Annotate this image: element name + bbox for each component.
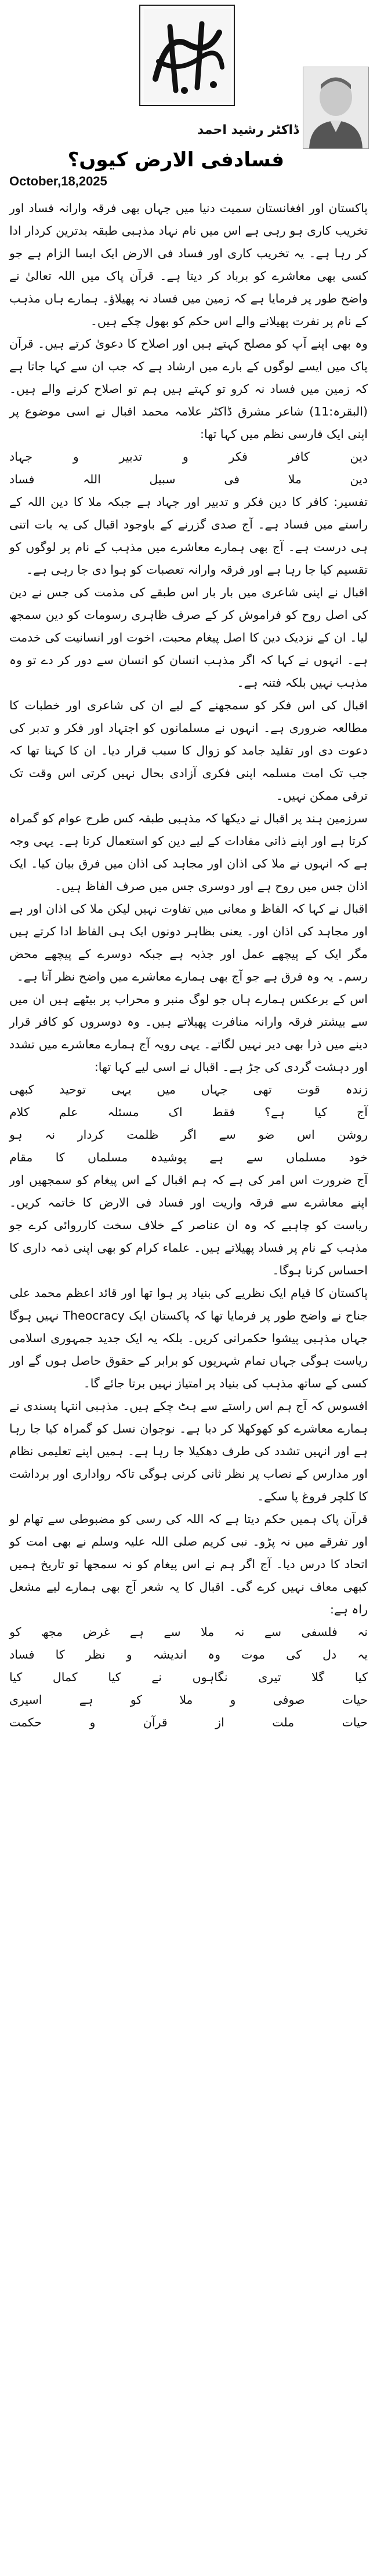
poem-word: ملت <box>272 1715 295 1729</box>
poem-line <box>9 1644 368 1666</box>
poem-word: ہے <box>79 1693 93 1707</box>
poem-word: ہو <box>9 1128 23 1142</box>
poem-word: گلا <box>311 1670 325 1684</box>
paragraph: اس کے برعکس ہمارے ہاں جو لوگ منبر و محراب پر بیٹھے ہیں ان میں سے بیشتر فرقہ وارانہ منافرت پھیلاتے ہیں۔ وہ دوسروں کو کافر قرار دینے میں ذرا بھی دیر نہیں لگاتے۔ یہی رویہ آج ہمارے معاشرے میں تشدد اور دہشت گردی کی جڑ ہے۔ اقبال نے اسی لیے کہا تھا: <box>9 992 368 1074</box>
poem-word: مقام <box>9 1150 33 1164</box>
poem-word: اسیری <box>9 1693 42 1707</box>
paragraph: وہ بھی اپنے آپ کو مصلح کہتے ہیں اور اصلاح کا دعویٰ کرتے ہیں۔ قرآن پاک میں ایسے لوگوں کے بارے میں ارشاد ہے کہ جب ان سے کہا جاتا ہے کہ زمین میں فساد نہ کرو تو کہتے ہیں ہم تو اصلاح کرنے والے ہیں۔ (البقرہ:11) شاعر مشرق ڈاکٹر علامہ محمد اقبال نے اسی موضوع پر اپنی ایک فارسی نظم میں کہا تھا: <box>9 337 368 441</box>
poem-word: نہ <box>45 1128 56 1142</box>
poem-word: نظر <box>85 1648 106 1662</box>
author-portrait-icon <box>303 67 368 148</box>
poem-word: خود <box>349 1150 368 1164</box>
poem-word: سے <box>246 1150 263 1164</box>
newspaper-logo <box>139 5 235 106</box>
poem-word: کا <box>55 1150 65 1164</box>
poem-line <box>9 1711 368 1734</box>
article-body-final <box>0 1169 377 1621</box>
poem-word: صوفی <box>273 1693 305 1707</box>
poem-word: ملا <box>200 1625 215 1639</box>
poem-word: نہ <box>234 1625 245 1639</box>
poem-word: سے <box>264 1625 282 1639</box>
poem-word: کیا <box>9 1670 23 1684</box>
poem-word: دل <box>322 1648 337 1662</box>
poem-word: روشن <box>337 1128 368 1142</box>
author-photo <box>303 67 369 149</box>
poem-word: اندیشہ <box>153 1648 187 1662</box>
poem-word: کردار <box>77 1128 104 1142</box>
poem-word: زندہ <box>345 1083 368 1096</box>
closing-poem-block <box>0 1621 377 1734</box>
paragraph: سرزمین ہند پر اقبال نے دیکھا کہ مذہبی طبقہ کس طرح عوام کو گمراہ کرتا ہے اور اپنے ذاتی مفادات کے لیے دین کو استعمال کرتا ہے۔ یہی وجہ ہے کہ انہوں نے ملا کی اذان اور مجاہد کی اذان میں فرق بیان کیا۔ ایک اذان جس میں روح ہے اور دوسری جس میں صرف الفاظ ہیں۔ <box>9 811 368 893</box>
paragraph: اقبال نے اپنی شاعری میں بار بار اس طبقے کی مذمت کی جس نے دین کی اصل روح کو فراموش کر کے صرف ظاہری رسومات کو دین سمجھ لیا۔ ان کے نزدیک دین کا اصل پیغام محبت، اخوت اور انسانیت کی خدمت ہے۔ انہوں نے کہا کہ اگر مذہب انسان کو انسان سے دور کر دے تو وہ مذہب نہیں بلکہ فتنہ ہے۔ <box>9 585 368 690</box>
poem-word: غرض <box>82 1625 110 1639</box>
poem-word: و <box>230 1693 236 1707</box>
poem-word: ہے <box>209 1150 224 1164</box>
poem-word: نگاہوں <box>192 1670 228 1684</box>
poem-word: و <box>126 1648 132 1662</box>
poem-word: مسلماں <box>286 1150 327 1164</box>
paragraph: تفسیر: کافر کا دین فکر و تدبیر اور جہاد ہے جبکہ ملا کا دین اللہ کے راستے میں فساد ہے۔ آج صدی گزرنے کے باوجود اقبال کی یہ بات اتنی ہی درست ہے۔ آج بھی ہمارے معاشرے میں مذہب کے نام پر لوگوں کو تقسیم کیا جا رہا ہے اور فرقہ وارانہ تعصبات کو ہوا دی جا رہی ہے۔ <box>9 495 368 577</box>
poem-word: حکمت <box>9 1715 42 1729</box>
poem-word: فقط <box>212 1105 235 1119</box>
poem-word: اک <box>168 1105 183 1119</box>
poem-word: کلام <box>9 1105 30 1119</box>
poem-word: وہ <box>208 1648 221 1662</box>
poem-line <box>9 1621 368 1644</box>
article-title: فسادفی الارض کیوں؟ <box>67 148 284 172</box>
poem-word: فساد <box>9 1648 35 1662</box>
verse-line: دین کافر فکر و تدبیر و جہاد <box>9 450 368 464</box>
poem-word: قوت <box>297 1083 320 1096</box>
poem-word: ہے <box>129 1625 144 1639</box>
paragraph: پاکستان کا قیام ایک نظریے کی بنیاد پر ہوا تھا اور قائد اعظم محمد علی جناح نے واضح طور پر فرمایا تھا کہ پاکستان ایک Theocracy نہیں ہوگا جہاں مذہبی پیشوا حکمرانی کریں۔ بلکہ یہ ایک جدید جمہوری اسلامی ریاست ہوگی جہاں تمام شہریوں کو برابر کے حقوق حاصل ہوں گے اور کسی کے ساتھ مذہب کی بنیاد پر امتیاز نہیں برتا جائے گا۔ <box>9 1286 368 1390</box>
poem-word: کیا <box>354 1670 368 1684</box>
paragraph: اقبال نے کہا کہ الفاظ و معانی میں تفاوت نہیں لیکن ملا کی اذان اور ہے اور مجاہد کی اذان اور۔ یعنی بظاہر دونوں ایک ہی الفاظ ادا کرتے ہیں مگر ایک کے پیچھے عمل اور جذبہ ہے جبکہ دوسرے کے پیچھے محض رسم۔ یہ وہ فرق ہے جو آج بھی ہمارے معاشرے میں واضح نظر آتا ہے۔ <box>9 902 368 983</box>
poem-line <box>9 1101 368 1124</box>
paragraph: قرآن پاک ہمیں حکم دیتا ہے کہ اللہ کی رسی کو مضبوطی سے تھام لو اور تفرقے میں نہ پڑو۔ نبی کریم صلی اللہ علیہ وسلم نے بھی امت کو اتحاد کا درس دیا۔ آج اگر ہم نے اس پیغام کو نہ سمجھا تو تاریخ ہمیں کبھی معاف نہیں کرے گی۔ اقبال کا یہ شعر آج بھی ہمارے لیے مشعل راہ ہے: <box>9 1512 368 1616</box>
poem-word: کو <box>9 1625 21 1639</box>
poem-word: کمال <box>52 1670 78 1684</box>
poem-word: ہے؟ <box>264 1105 285 1119</box>
paragraph: پاکستان اور افغانستان سمیت دنیا میں جہاں بھی فرقہ وارانہ فساد اور تخریب کاری ہو رہی ہے اس میں نام نہاد مذہبی طبقہ بدترین کردار ادا کر رہا ہے۔ یہ تخریب کاری اور فساد فی الارض ایک ایسا الزام ہے جو کسی بھی معاشرے کو برباد کر دیتا ہے۔ قرآن پاک میں اللہ تعالیٰ نے واضح طور پر فرمایا ہے کہ زمین میں فساد نہ پھیلاؤ۔ ہمارے ہاں مذہب کے نام پر نفرت پھیلانے والے اس حکم کو بھول چکے ہیں۔ <box>9 201 368 328</box>
poem-word: یہ <box>357 1648 368 1662</box>
poem-word: مسئلہ <box>107 1105 139 1119</box>
poem-line <box>9 1666 368 1689</box>
poem-word: مجھ <box>41 1625 63 1639</box>
article-body <box>0 197 377 446</box>
poem-word: قرآن <box>143 1715 168 1729</box>
poem-word: و <box>89 1715 96 1729</box>
poem-word: کیا <box>108 1670 121 1684</box>
poem-word: ملا <box>179 1693 193 1707</box>
poem-word: سے <box>219 1128 236 1142</box>
paragraph: افسوس کہ آج ہم اس راستے سے ہٹ چکے ہیں۔ مذہبی انتہا پسندی نے ہمارے معاشرے کو کھوکھلا کر دیا ہے۔ نوجوان نسل کو گمراہ کیا جا رہا ہے اور انہیں تشدد کی طرف دھکیلا جا رہا ہے۔ ہمیں اپنے تعلیمی نظام اور مدارس کے نصاب پر نظر ثانی کرنی ہوگی تاکہ رواداری اور برداشت کا کلچر فروغ پا سکے۔ <box>9 1399 368 1503</box>
poem-word: کو <box>130 1693 143 1707</box>
article-body-continued <box>0 491 377 1079</box>
poem-line <box>9 1079 368 1101</box>
poem-word: حیات <box>342 1693 368 1707</box>
poem-word: تیری <box>258 1670 281 1684</box>
column-header <box>0 0 377 197</box>
poem-word: کبھی <box>9 1083 34 1096</box>
poem-word: اس <box>297 1128 315 1142</box>
poem-word: نہ <box>357 1625 368 1639</box>
poem-line <box>9 1146 368 1169</box>
poem-word: علم <box>59 1105 78 1119</box>
poem-word: کیا <box>314 1105 328 1119</box>
poem-word: ضو <box>258 1128 275 1142</box>
poem-word: اگر <box>181 1128 197 1142</box>
verse-line: دین ملا فی سبیل اللہ فساد <box>9 472 368 486</box>
poem-word: جہاں <box>201 1083 228 1096</box>
poem-word: ظلمت <box>126 1128 159 1142</box>
poem-word: آج <box>357 1105 368 1119</box>
poem-line <box>9 1124 368 1146</box>
poem-word: تھی <box>253 1083 272 1096</box>
poem-word: مسلماں <box>88 1150 128 1164</box>
poem-word: سے <box>164 1625 181 1639</box>
verse-block <box>0 446 377 491</box>
poem-word: حیات <box>342 1715 368 1729</box>
poem-word: موت <box>241 1648 266 1662</box>
poem-word: نے <box>151 1670 162 1684</box>
poem-word: پوشیدہ <box>150 1150 187 1164</box>
poem-block <box>0 1079 377 1169</box>
poem-word: توحید <box>59 1083 86 1096</box>
poem-line <box>9 1689 368 1711</box>
poem-word: فلسفی <box>301 1625 338 1639</box>
author-byline: ڈاکٹر رشید احمد <box>197 123 299 137</box>
poem-word: از <box>215 1715 224 1729</box>
calligraphy-logo-icon <box>144 9 231 102</box>
poem-word: یہی <box>111 1083 132 1096</box>
poem-word: کا <box>55 1648 65 1662</box>
poem-word: میں <box>157 1083 176 1096</box>
paragraph: آج ضرورت اس امر کی ہے کہ ہم اقبال کے اس پیغام کو سمجھیں اور اپنے معاشرے سے فرقہ واریت اور فساد فی الارض کا خاتمہ کریں۔ ریاست کو چاہیے کہ وہ ان عناصر کے خلاف سخت کارروائی کرے جو مذہب کے نام پر فساد پھیلاتے ہیں۔ علماء کرام کو بھی اپنی ذمہ داری کا احساس کرنا ہوگا۔ <box>9 1173 368 1277</box>
publish-date: October,18,2025 <box>9 174 107 188</box>
poem-word: کی <box>286 1648 302 1662</box>
paragraph: اقبال کی اس فکر کو سمجھنے کے لیے ان کی شاعری اور خطبات کا مطالعہ ضروری ہے۔ انہوں نے مسلمانوں کو اجتہاد اور فکر و تدبر کی دعوت دی اور تقلید جامد کو زوال کا سبب قرار دیا۔ ان کا کہنا تھا کہ جب تک امت مسلمہ اپنی فکری آزادی بحال نہیں کرتی اس وقت تک ترقی ممکن نہیں۔ <box>9 698 368 803</box>
